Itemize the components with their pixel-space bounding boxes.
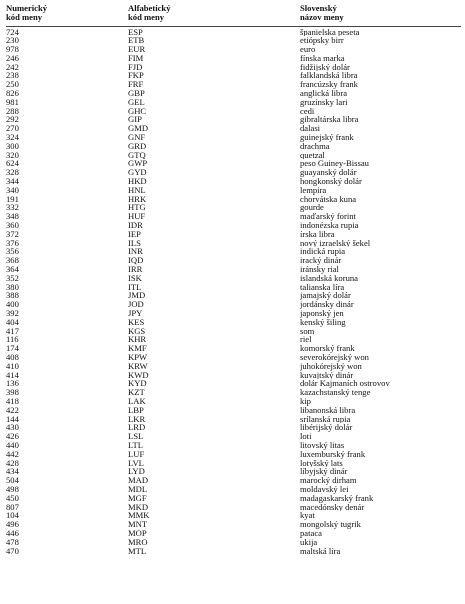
currency-name-cell: gruzínsky lari	[300, 97, 348, 107]
table-row	[6, 63, 461, 72]
currency-name-cell: francúzsky frank	[300, 80, 358, 90]
numeric-code-cell: 981	[6, 97, 19, 107]
numeric-code-cell: 144	[6, 414, 19, 424]
table-row	[6, 186, 461, 195]
table-row	[6, 379, 461, 388]
alphabetic-code-cell: ESP	[128, 26, 143, 37]
currency-name-cell: komorský frank	[300, 344, 355, 353]
numeric-code-cell: 434	[6, 467, 19, 477]
alphabetic-code-cell: MNT	[128, 520, 148, 529]
currency-code-table	[6, 4, 461, 555]
numeric-code-cell: 320	[6, 150, 19, 160]
numeric-code-cell: 174	[6, 344, 19, 353]
alphabetic-code-cell: FRF	[128, 80, 144, 90]
alphabetic-code-cell: ITL	[128, 282, 142, 292]
alphabetic-code-cell: GEL	[128, 97, 145, 107]
currency-name-cell: gibraltárska libra	[300, 115, 359, 125]
header-name-line-1: Slovenský	[300, 3, 337, 13]
numeric-code-cell: 400	[6, 300, 19, 309]
table-row	[6, 212, 461, 221]
alphabetic-code-cell: MMK	[128, 511, 150, 521]
table-row	[6, 151, 461, 160]
numeric-code-cell: 450	[6, 493, 19, 503]
currency-name-cell: maltská líra	[300, 546, 341, 556]
currency-name-cell: som	[300, 326, 315, 336]
alphabetic-code-cell: LUF	[128, 449, 145, 459]
numeric-code-cell: 368	[6, 256, 19, 266]
numeric-code-cell: 417	[6, 326, 19, 336]
table-row	[6, 256, 461, 265]
numeric-code-cell: 807	[6, 502, 19, 512]
currency-name-cell: guayanský dolár	[300, 168, 357, 178]
alphabetic-code-cell: MDL	[128, 484, 148, 494]
currency-name-cell: pataca	[300, 528, 322, 538]
numeric-code-cell: 324	[6, 133, 19, 142]
alphabetic-code-cell: FJD	[128, 62, 143, 72]
alphabetic-code-cell: MTL	[128, 546, 147, 556]
currency-name-cell: írska libra	[300, 229, 335, 239]
alphabetic-code-cell: HRK	[128, 194, 147, 204]
alphabetic-code-cell: EUR	[128, 45, 146, 54]
currency-name-cell: ukija	[300, 537, 318, 547]
currency-name-cell: litovský litas	[300, 440, 345, 450]
table-row	[6, 36, 461, 45]
header-alpha-line-1: Alfabetický	[128, 3, 171, 13]
alphabetic-code-cell: KGS	[128, 326, 146, 336]
table-row	[6, 459, 461, 468]
table-row	[6, 432, 461, 441]
table-row	[6, 80, 461, 89]
currency-name-cell: fidžijský dolár	[300, 62, 350, 72]
currency-name-cell: luxemburský frank	[300, 449, 366, 459]
numeric-code-cell: 288	[6, 106, 19, 116]
table-row	[6, 98, 461, 107]
alphabetic-code-cell: MOP	[128, 528, 147, 538]
alphabetic-code-cell: KPW	[128, 352, 148, 362]
numeric-code-cell: 332	[6, 203, 19, 213]
table-row	[6, 388, 461, 397]
alphabetic-code-cell: HKD	[128, 177, 147, 186]
alphabetic-code-cell: HUF	[128, 212, 146, 222]
currency-name-cell: libanonská libra	[300, 405, 356, 415]
table-row	[6, 291, 461, 300]
alphabetic-code-cell: GBP	[128, 89, 145, 98]
currency-name-cell: quetzal	[300, 150, 325, 160]
numeric-code-cell: 356	[6, 247, 19, 257]
currency-name-cell: indická rupia	[300, 247, 346, 257]
numeric-code-cell: 410	[6, 361, 19, 371]
table-row	[6, 397, 461, 406]
table-row	[6, 239, 461, 248]
currency-name-cell: moldavský lei	[300, 484, 349, 494]
numeric-code-cell: 496	[6, 520, 19, 529]
currency-name-cell: talianska líra	[300, 282, 345, 292]
alphabetic-code-cell: LRD	[128, 423, 146, 433]
numeric-code-cell: 446	[6, 528, 19, 538]
header-numeric-line-2: kód meny	[6, 12, 43, 22]
numeric-code-cell: 191	[6, 194, 19, 204]
numeric-code-cell: 364	[6, 265, 19, 274]
numeric-code-cell: 826	[6, 89, 19, 98]
currency-name-cell: hongkonský dolár	[300, 177, 362, 186]
alphabetic-code-cell: ISK	[128, 273, 142, 283]
numeric-code-cell: 978	[6, 45, 19, 54]
alphabetic-code-cell: LBP	[128, 405, 144, 415]
currency-name-cell: guinejský frank	[300, 133, 354, 142]
currency-name-cell: peso Guiney-Bissau	[300, 159, 369, 169]
table-row	[6, 494, 461, 503]
table-row	[6, 283, 461, 292]
currency-code-page	[6, 4, 461, 555]
numeric-code-cell: 380	[6, 282, 19, 292]
alphabetic-code-cell: LYD	[128, 467, 145, 477]
currency-name-cell: japonský jen	[300, 309, 344, 318]
currency-name-cell: iracký dinár	[300, 256, 342, 266]
table-row	[6, 71, 461, 80]
table-row	[6, 265, 461, 274]
alphabetic-code-cell: LKR	[128, 414, 146, 424]
alphabetic-code-cell: KMF	[128, 344, 147, 353]
table-row	[6, 327, 461, 336]
table-row	[6, 115, 461, 124]
table-row	[6, 511, 461, 520]
numeric-code-cell: 418	[6, 396, 19, 406]
alphabetic-code-cell: MGF	[128, 493, 147, 503]
currency-name-cell: lempira	[300, 185, 327, 195]
currency-name-cell: gourde	[300, 203, 324, 213]
table-row	[6, 195, 461, 204]
numeric-code-cell: 440	[6, 440, 19, 450]
alphabetic-code-cell: GYD	[128, 168, 147, 178]
table-row	[6, 520, 461, 529]
table-row	[6, 415, 461, 424]
table-row	[6, 318, 461, 327]
table-row	[6, 159, 461, 168]
alphabetic-code-cell: GWP	[128, 159, 148, 169]
header-numeric-line-1: Numerický	[6, 3, 48, 13]
header-name-line-2: názov meny	[300, 12, 344, 22]
alphabetic-code-cell: KYD	[128, 379, 147, 389]
table-row	[6, 538, 461, 547]
table-row	[6, 362, 461, 371]
numeric-code-cell: 372	[6, 229, 19, 239]
currency-name-cell: falklandská libra	[300, 71, 358, 81]
table-body	[6, 26, 461, 555]
numeric-code-cell: 442	[6, 449, 19, 459]
table-row	[6, 353, 461, 362]
table-row	[6, 124, 461, 133]
numeric-code-cell: 238	[6, 71, 19, 81]
currency-name-cell: fínska marka	[300, 53, 345, 63]
numeric-code-cell: 398	[6, 388, 19, 397]
alphabetic-code-cell: KZT	[128, 388, 145, 397]
table-row	[6, 335, 461, 344]
alphabetic-code-cell: IDR	[128, 221, 143, 230]
header-alphabetic-code	[128, 4, 300, 26]
numeric-code-cell: 392	[6, 309, 19, 318]
table-row	[6, 230, 461, 239]
currency-name-cell: islandská koruna	[300, 273, 358, 283]
table-row	[6, 503, 461, 512]
alphabetic-code-cell: GTQ	[128, 150, 146, 160]
numeric-code-cell: 360	[6, 221, 19, 230]
table-row	[6, 177, 461, 186]
numeric-code-cell: 388	[6, 291, 19, 301]
numeric-code-cell: 250	[6, 80, 19, 90]
currency-name-cell: etiópsky birr	[300, 36, 344, 46]
header-numeric-code	[6, 4, 128, 26]
alphabetic-code-cell: HNL	[128, 185, 146, 195]
numeric-code-cell: 352	[6, 273, 19, 283]
currency-name-cell: iránsky rial	[300, 265, 339, 274]
currency-name-cell: marocký dirham	[300, 476, 357, 485]
numeric-code-cell: 376	[6, 238, 19, 248]
currency-name-cell: jamajský dolár	[300, 291, 351, 301]
currency-name-cell: loti	[300, 432, 312, 441]
numeric-code-cell: 624	[6, 159, 19, 169]
numeric-code-cell: 724	[6, 26, 19, 37]
table-row	[6, 547, 461, 556]
table-header	[6, 4, 461, 26]
alphabetic-code-cell: KWD	[128, 370, 149, 380]
currency-name-cell: libérijský dolár	[300, 423, 353, 433]
alphabetic-code-cell: GHC	[128, 106, 147, 116]
table-row	[6, 344, 461, 353]
alphabetic-code-cell: JMD	[128, 291, 146, 301]
alphabetic-code-cell: FIM	[128, 53, 144, 63]
numeric-code-cell: 408	[6, 352, 19, 362]
alphabetic-code-cell: GMD	[128, 124, 149, 134]
table-row	[6, 485, 461, 494]
numeric-code-cell: 422	[6, 405, 19, 415]
alphabetic-code-cell: MKD	[128, 502, 149, 512]
currency-name-cell: riel	[300, 335, 312, 345]
table-row	[6, 529, 461, 538]
table-row	[6, 89, 461, 98]
numeric-code-cell: 470	[6, 546, 19, 556]
currency-name-cell: drachma	[300, 141, 330, 151]
numeric-code-cell: 270	[6, 124, 19, 134]
currency-name-cell: kenský šiling	[300, 317, 346, 327]
table-row	[6, 168, 461, 177]
table-row	[6, 133, 461, 142]
alphabetic-code-cell: KHR	[128, 335, 147, 345]
table-row	[6, 467, 461, 476]
header-row	[6, 4, 461, 26]
currency-name-cell: kuvajtský dinár	[300, 370, 354, 380]
currency-name-cell: kip	[300, 396, 311, 406]
currency-name-cell: anglická libra	[300, 89, 348, 98]
currency-name-cell: mongolský tugrik	[300, 520, 361, 529]
table-row	[6, 406, 461, 415]
numeric-code-cell: 340	[6, 185, 19, 195]
numeric-code-cell: 328	[6, 168, 19, 178]
alphabetic-code-cell: HTG	[128, 203, 146, 213]
alphabetic-code-cell: IQD	[128, 256, 144, 266]
numeric-code-cell: 430	[6, 423, 19, 433]
numeric-code-cell: 404	[6, 317, 19, 327]
table-row	[6, 441, 461, 450]
alphabetic-code-cell: GNF	[128, 133, 146, 142]
alphabetic-code-cell: LTL	[128, 440, 143, 450]
currency-name-cell: nový izraelský šekel	[300, 238, 371, 248]
alphabetic-code-cell: LAK	[128, 396, 146, 406]
numeric-code-cell: 246	[6, 53, 19, 63]
table-row	[6, 107, 461, 116]
alphabetic-code-cell: JPY	[128, 309, 143, 318]
numeric-code-cell: 300	[6, 141, 19, 151]
table-row	[6, 274, 461, 283]
alphabetic-code-cell: IRR	[128, 265, 143, 274]
numeric-code-cell: 230	[6, 36, 19, 46]
numeric-code-cell: 426	[6, 432, 19, 441]
numeric-code-cell: 136	[6, 379, 19, 389]
alphabetic-code-cell: LVL	[128, 458, 144, 468]
table-row	[6, 476, 461, 485]
numeric-code-cell: 428	[6, 458, 19, 468]
alphabetic-code-cell: LSL	[128, 432, 144, 441]
table-row	[6, 142, 461, 151]
alphabetic-code-cell: MRO	[128, 537, 148, 547]
numeric-code-cell: 504	[6, 476, 19, 485]
table-row	[6, 300, 461, 309]
table-row	[6, 309, 461, 318]
table-row	[6, 26, 461, 36]
numeric-code-cell: 498	[6, 484, 19, 494]
currency-name-cell: líbyjský dinár	[300, 467, 348, 477]
currency-name-cell: jordánsky dinár	[300, 300, 354, 309]
alphabetic-code-cell: ILS	[128, 238, 141, 248]
table-row	[6, 371, 461, 380]
numeric-code-cell: 348	[6, 212, 19, 222]
currency-name-cell: juhokórejský won	[300, 361, 362, 371]
numeric-code-cell: 292	[6, 115, 19, 125]
table-row	[6, 54, 461, 63]
currency-name-cell: lotyšský lats	[300, 458, 343, 468]
alphabetic-code-cell: KRW	[128, 361, 148, 371]
table-row	[6, 45, 461, 54]
alphabetic-code-cell: JOD	[128, 300, 144, 309]
currency-name-cell: severokórejský won	[300, 352, 369, 362]
table-row	[6, 221, 461, 230]
numeric-code-cell: 116	[6, 335, 19, 345]
numeric-code-cell: 344	[6, 177, 19, 186]
currency-name-cell: dolár Kajmaních ostrovov	[300, 379, 390, 389]
currency-name-cell: indonézska rupia	[300, 221, 359, 230]
alphabetic-code-cell: IEP	[128, 229, 141, 239]
alphabetic-code-cell: KES	[128, 317, 145, 327]
alphabetic-code-cell: INR	[128, 247, 143, 257]
currency-name-cell: madagaskarský frank	[300, 493, 374, 503]
table-row	[6, 203, 461, 212]
header-slovak-name	[300, 4, 461, 26]
currency-name-cell: chorvátska kuna	[300, 194, 357, 204]
table-row	[6, 247, 461, 256]
header-alpha-line-2: kód meny	[128, 12, 165, 22]
alphabetic-code-cell: GIP	[128, 115, 142, 125]
alphabetic-code-cell: FKP	[128, 71, 144, 81]
alphabetic-code-cell: MAD	[128, 476, 149, 485]
currency-name-cell: euro	[300, 45, 316, 54]
numeric-code-cell: 478	[6, 537, 19, 547]
currency-name-cell: španielska peseta	[300, 26, 360, 37]
table-row	[6, 423, 461, 432]
numeric-code-cell: 414	[6, 370, 19, 380]
alphabetic-code-cell: ETB	[128, 36, 145, 46]
numeric-code-cell: 104	[6, 511, 19, 521]
currency-name-cell: kazachstanský tenge	[300, 388, 371, 397]
numeric-code-cell: 242	[6, 62, 19, 72]
table-row	[6, 450, 461, 459]
currency-name-cell: cedi	[300, 106, 315, 116]
currency-name-cell: kyat	[300, 511, 315, 521]
currency-name-cell: dalasi	[300, 124, 321, 134]
currency-name-cell: maďarský forint	[300, 212, 356, 222]
currency-name-cell: srílanská rupia	[300, 414, 351, 424]
alphabetic-code-cell: GRD	[128, 141, 147, 151]
currency-name-cell: macedónsky denár	[300, 502, 365, 512]
